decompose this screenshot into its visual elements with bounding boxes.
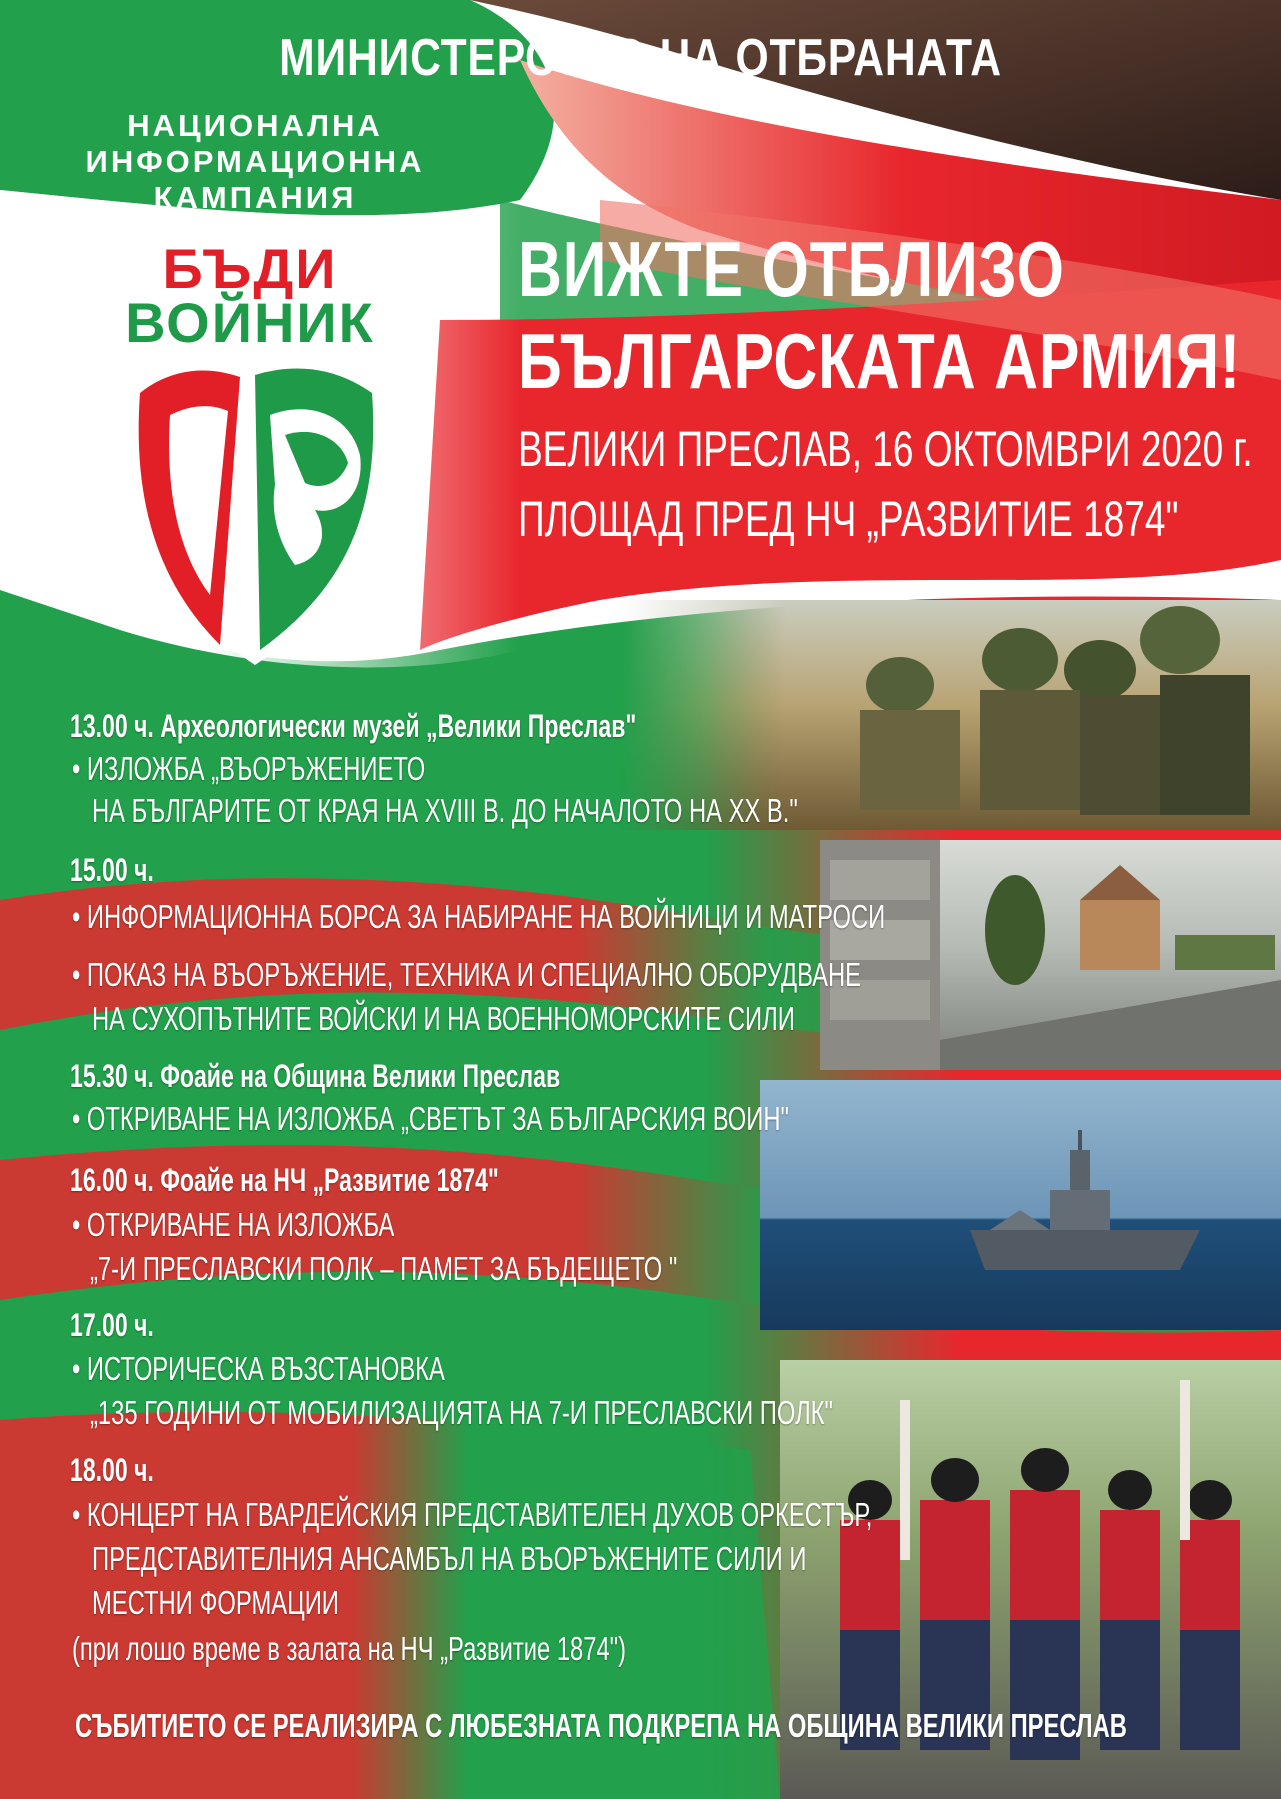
lion-shield-logo bbox=[110, 345, 400, 675]
schedule-item-1800-title: 18.00 ч. bbox=[70, 1452, 154, 1488]
schedule-item-1530-title: 15.30 ч. Фоайе на Община Велики Преслав bbox=[70, 1058, 561, 1094]
schedule-item-1500-line-2: • ПОКАЗ НА ВЪОРЪЖЕНИЕ, ТЕХНИКА И СПЕЦИАЛНО ОБОРУДВАНЕ bbox=[72, 956, 861, 993]
schedule-item-1800-line-1: • КОНЦЕРТ НА ГВАРДЕЙСКИЯ ПРЕДСТАВИТЕЛЕН ДУХОВ ОРКЕСТЪР, bbox=[72, 1496, 873, 1533]
headline-line-1: ВИЖТЕ ОТБЛИЗО bbox=[518, 225, 1065, 313]
event-place-date: ВЕЛИКИ ПРЕСЛАВ, 16 ОКТОМВРИ 2020 г. bbox=[518, 421, 1253, 477]
campaign-line-2: ИНФОРМАЦИОННА bbox=[85, 144, 425, 179]
schedule-item-1500-line-1: • ИНФОРМАЦИОННА БОРСА ЗА НАБИРАНЕ НА ВОЙНИЦИ И МАТРОСИ bbox=[72, 898, 886, 935]
warship-photo bbox=[760, 1080, 1281, 1330]
schedule-item-1300-line-1: • ИЗЛОЖБА „ВЪОРЪЖЕНИЕТО bbox=[72, 750, 426, 787]
schedule-item-1500-title: 15.00 ч. bbox=[70, 852, 154, 888]
schedule-item-1700-line-1: • ИСТОРИЧЕСКА ВЪЗСТАНОВКА bbox=[72, 1350, 445, 1387]
headline-line-2: БЪЛГАРСКАТА АРМИЯ! bbox=[518, 317, 1241, 405]
schedule-item-1530-line-1: • ОТКРИВАНЕ НА ИЗЛОЖБА „СВЕТЪТ ЗА БЪЛГАРСКИЯ ВОИН" bbox=[72, 1100, 789, 1137]
support-footer: СЪБИТИЕТО СЕ РЕАЛИЗИРА С ЛЮБЕЗНАТА ПОДКРЕПА НА ОБЩИНА ВЕЛИКИ ПРЕСЛАВ bbox=[75, 1707, 1127, 1744]
schedule-item-1600-line-2: „7-И ПРЕСЛАВСКИ ПОЛК – ПАМЕТ ЗА БЪДЕЩЕТО " bbox=[90, 1250, 678, 1287]
schedule-item-1700-line-2: „135 ГОДИНИ ОТ МОБИЛИЗАЦИЯТА НА 7-И ПРЕСЛАВСКИ ПОЛК" bbox=[90, 1394, 833, 1431]
schedule-item-1500-line-3: НА СУХОПЪТНИТЕ ВОЙСКИ И НА ВОЕННОМОРСКИТЕ СИЛИ bbox=[92, 1000, 795, 1037]
monument-photo bbox=[820, 840, 1281, 1070]
schedule-item-1300-line-2: НА БЪЛГАРИТЕ ОТ КРАЯ НА XVIII В. ДО НАЧАЛОТО НА XX В." bbox=[92, 792, 798, 829]
campaign-line-1: НАЦИОНАЛНА bbox=[127, 108, 383, 143]
ministry-title: МИНИСТЕРСТВО НА ОТБРАНАТА bbox=[279, 29, 1002, 87]
schedule-item-1600-line-1: • ОТКРИВАНЕ НА ИЗЛОЖБА bbox=[72, 1206, 395, 1243]
schedule-item-1800-line-3: МЕСТНИ ФОРМАЦИИ bbox=[92, 1584, 339, 1621]
schedule-item-1700-title: 17.00 ч. bbox=[70, 1307, 154, 1343]
schedule-bad-weather-note: (при лошо време в залата на НЧ „Развитие 1874") bbox=[72, 1630, 627, 1667]
schedule-item-1600-title: 16.00 ч. Фоайе на НЧ „Развитие 1874" bbox=[70, 1162, 499, 1198]
logo-text-line-1: БЪДИ bbox=[162, 237, 338, 300]
event-venue: ПЛОЩАД ПРЕД НЧ „РАЗВИТИЕ 1874" bbox=[518, 491, 1179, 547]
campaign-line-3: КАМПАНИЯ bbox=[153, 180, 357, 215]
logo-text-line-2: ВОЙНИК bbox=[125, 291, 375, 354]
schedule-item-1800-line-2: ПРЕДСТАВИТЕЛНИЯ АНСАМБЪЛ НА ВЪОРЪЖЕНИТЕ СИЛИ И bbox=[92, 1540, 807, 1577]
schedule-item-1300-title: 13.00 ч. Археологически музей „Велики Преслав" bbox=[70, 708, 637, 744]
